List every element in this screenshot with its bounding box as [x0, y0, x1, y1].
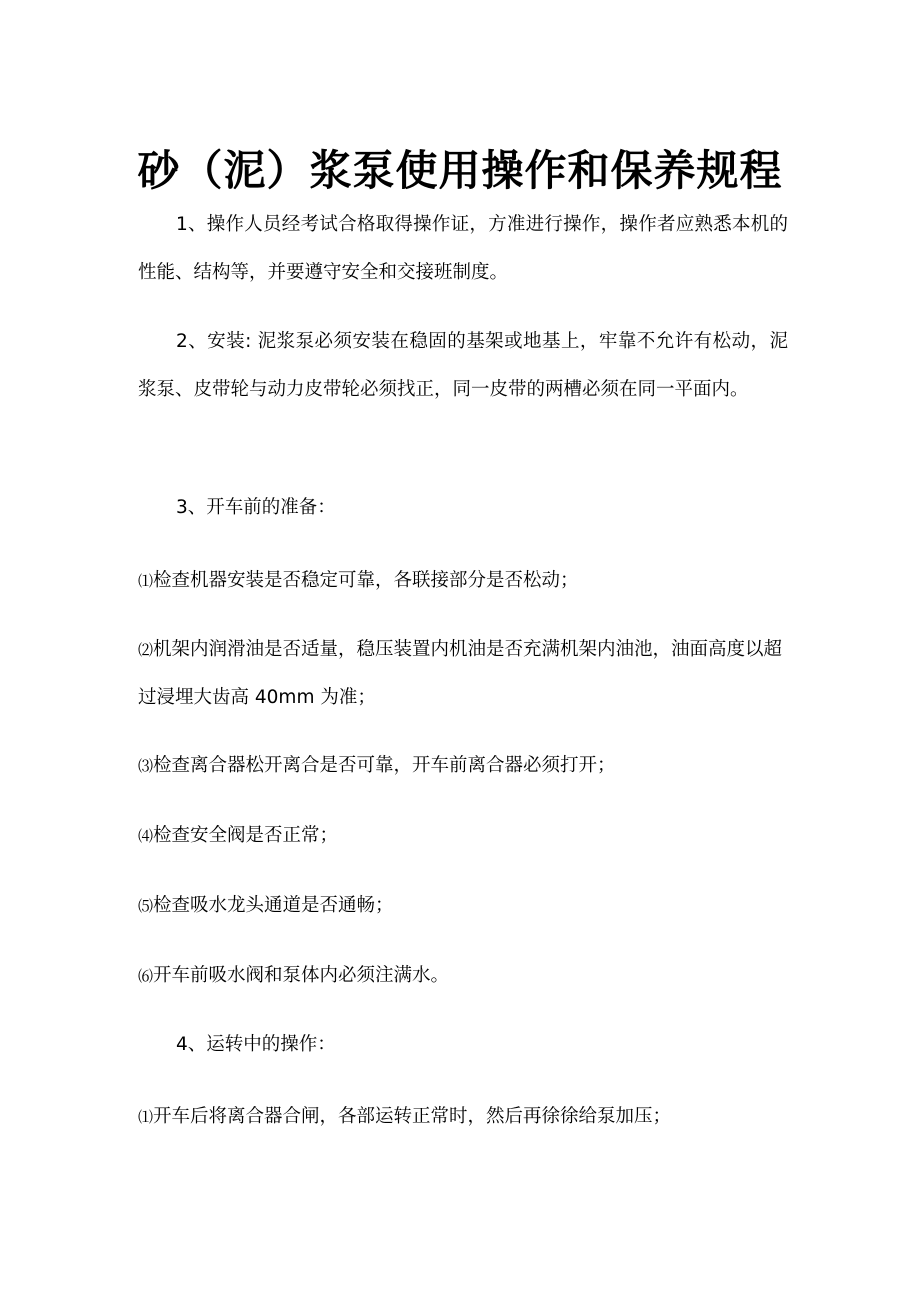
list-item-text: 检查离合器松开离合是否可靠，开车前离合器必须打开； — [153, 755, 616, 776]
list-item-number: ⑸ — [138, 897, 154, 915]
section-1-paragraph: 1、操作人员经考试合格取得操作证，方准进行操作，操作者应熟悉本机的性能、结构等，并要遵守安全和交接班制度。 — [138, 214, 788, 283]
list-item-number: ⑶ — [138, 757, 154, 775]
list-item-number: ⑴ — [138, 572, 154, 590]
list-item — [138, 557, 788, 605]
page-title: 砂（泥）浆泵使用操作和保养规程 — [137, 146, 783, 196]
list-item-text: 检查安全阀是否正常； — [153, 825, 339, 846]
list-item-text: 开车前吸水阀和泵体内必须注满水。 — [153, 965, 450, 986]
list-item-text: 机架内润滑油是否适量，稳压装置内机油是否充满机架内油池，油面高度以超过浸埋大齿高 40mm 为准； — [138, 639, 783, 708]
list-item-text: 检查机器安装是否稳定可靠，各联接部分是否松动； — [153, 570, 579, 591]
list-item — [138, 812, 788, 860]
list-item — [138, 882, 788, 930]
section-3-heading: 3、开车前的准备： — [176, 497, 336, 518]
list-item-number: ⑵ — [138, 641, 154, 659]
list-item — [138, 952, 788, 1000]
list-item-number: ⑹ — [138, 967, 154, 985]
list-item-number: ⑷ — [138, 827, 154, 845]
list-item-text: 检查吸水龙头通道是否通畅； — [153, 895, 394, 916]
list-item — [138, 1093, 788, 1141]
section-4-heading: 4、运转中的操作： — [176, 1034, 336, 1055]
list-item — [138, 742, 788, 790]
list-item — [138, 626, 788, 722]
list-item-text: 开车后将离合器合闸，各部运转正常时，然后再徐徐给泵加压； — [153, 1106, 672, 1127]
section-2-paragraph: 2、安装: 泥浆泵必须安装在稳固的基架或地基上，牢靠不允许有松动，泥浆泵、皮带轮与动力皮带轮必须找正，同一皮带的两槽必须在同一平面内。 — [138, 331, 788, 400]
list-item-number: ⑴ — [138, 1108, 154, 1126]
